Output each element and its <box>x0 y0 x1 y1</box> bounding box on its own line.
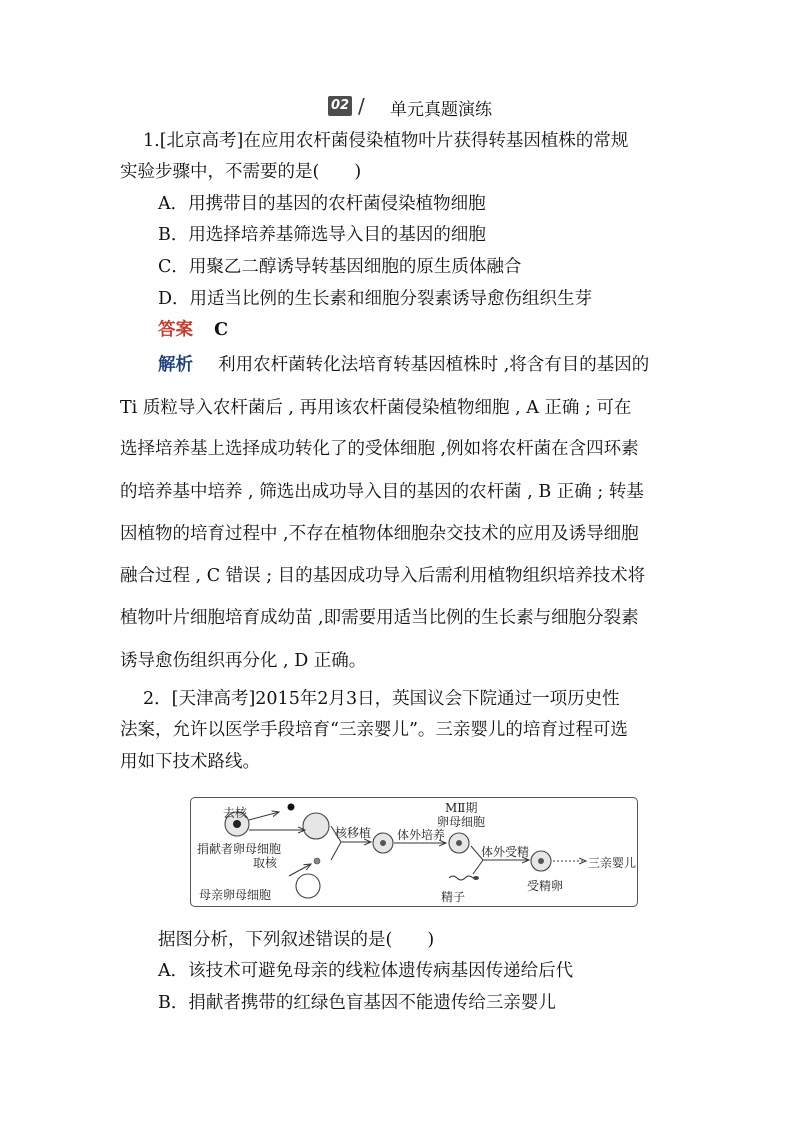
analysis-label: 解析 <box>158 355 193 375</box>
q1-option-d: D．用适当比例的生长素和细胞分裂素诱导愈伤组织生芽 <box>158 289 593 309</box>
section-title: 单元真题演练 <box>390 100 492 120</box>
sperm <box>449 876 473 880</box>
analysis-text: 利用农杆菌转化法培育转基因植株时 ,将含有目的基因的 <box>218 355 650 375</box>
answer-label: 答案 <box>158 320 193 340</box>
label-three-parent-baby: 三亲婴儿 <box>588 856 637 870</box>
q1-stem-line1: 1.[北京高考]在应用农杆菌侵染植物叶片获得转基因植株的常规 <box>143 131 629 151</box>
label-oocyte: 卵母细胞 <box>437 815 486 829</box>
q1-option-c: C．用聚乙二醇诱导转基因细胞的原生质体融合 <box>158 257 522 277</box>
label-mother-egg: 母亲卵母细胞 <box>199 888 272 902</box>
q2-stem-line3: 用如下技术路线。 <box>120 752 260 772</box>
q1-answer <box>158 318 228 342</box>
label-nuclear-transfer: 核移植 <box>335 826 372 840</box>
three-parent-baby-diagram <box>190 797 638 907</box>
q1-analysis-line8: 诱导愈伤组织再分化 , D 正确。 <box>120 651 367 671</box>
q1-analysis-line6: 融合过程 , C 错误 ; 目的基因成功导入后需利用植物组织培养技术将 <box>120 566 646 586</box>
section-number-badge: 02 <box>328 96 352 116</box>
slash-divider: / <box>358 94 365 118</box>
section-header <box>328 96 568 118</box>
q2-stem-line1: 2．[天津高考]2015年2月3日，英国议会下院通过一项历史性 <box>143 689 620 709</box>
label-mii-stage: MⅡ期 <box>445 801 478 815</box>
label-qu-he-2: 取核 <box>253 856 278 870</box>
mother-nucleus <box>314 858 320 864</box>
q2-option-b: B．捐献者携带的红绿色盲基因不能遗传给三亲婴儿 <box>158 993 556 1013</box>
q2-stem-line2: 法案，允许以医学手段培育“三亲婴儿”。三亲婴儿的培育过程可选 <box>120 720 628 740</box>
q1-option-a: A．用携带目的基因的农杆菌侵染植物细胞 <box>158 194 486 214</box>
q1-option-b: B．用选择培养基筛选导入目的基因的细胞 <box>158 225 486 245</box>
mother-egg-cell <box>296 874 320 898</box>
q2-question: 据图分析，下列叙述错误的是( ) <box>158 930 435 950</box>
answer-value: C <box>214 320 229 340</box>
enucleated-egg <box>303 813 329 839</box>
q1-stem-line2: 实验步骤中，不需要的是( ) <box>120 162 362 182</box>
label-in-vitro-culture: 体外培养 <box>397 828 446 842</box>
q1-analysis-line1 <box>158 353 649 377</box>
label-donor-egg: 捐献者卵母细胞 <box>197 842 282 856</box>
q1-analysis-line3: 选择培养基上选择成功转化了的受体细胞 ,例如将农杆菌在含四环素 <box>120 439 639 459</box>
q1-analysis-line7: 植物叶片细胞培育成幼苗 ,即需要用适当比例的生长素与细胞分裂素 <box>120 608 639 628</box>
q1-analysis-line4: 的培养基中培养 , 筛选出成功导入目的基因的农杆菌 , B 正确 ; 转基 <box>120 482 644 502</box>
q2-option-a: A．该技术可避免母亲的线粒体遗传病基因传递给后代 <box>158 961 574 981</box>
label-fertilized-egg: 受精卵 <box>527 879 564 893</box>
label-qu-he: 去核 <box>223 806 248 820</box>
q1-analysis-line5: 因植物的培育过程中 ,不存在植物体细胞杂交技术的应用及诱导细胞 <box>120 524 639 544</box>
removed-nucleus <box>288 804 295 811</box>
label-ivf: 体外受精 <box>481 845 530 859</box>
q1-analysis-line2: Ti 质粒导入农杆菌后 , 再用该农杆菌侵染植物细胞 , A 正确 ; 可在 <box>120 398 632 418</box>
label-sperm: 精子 <box>441 890 466 904</box>
